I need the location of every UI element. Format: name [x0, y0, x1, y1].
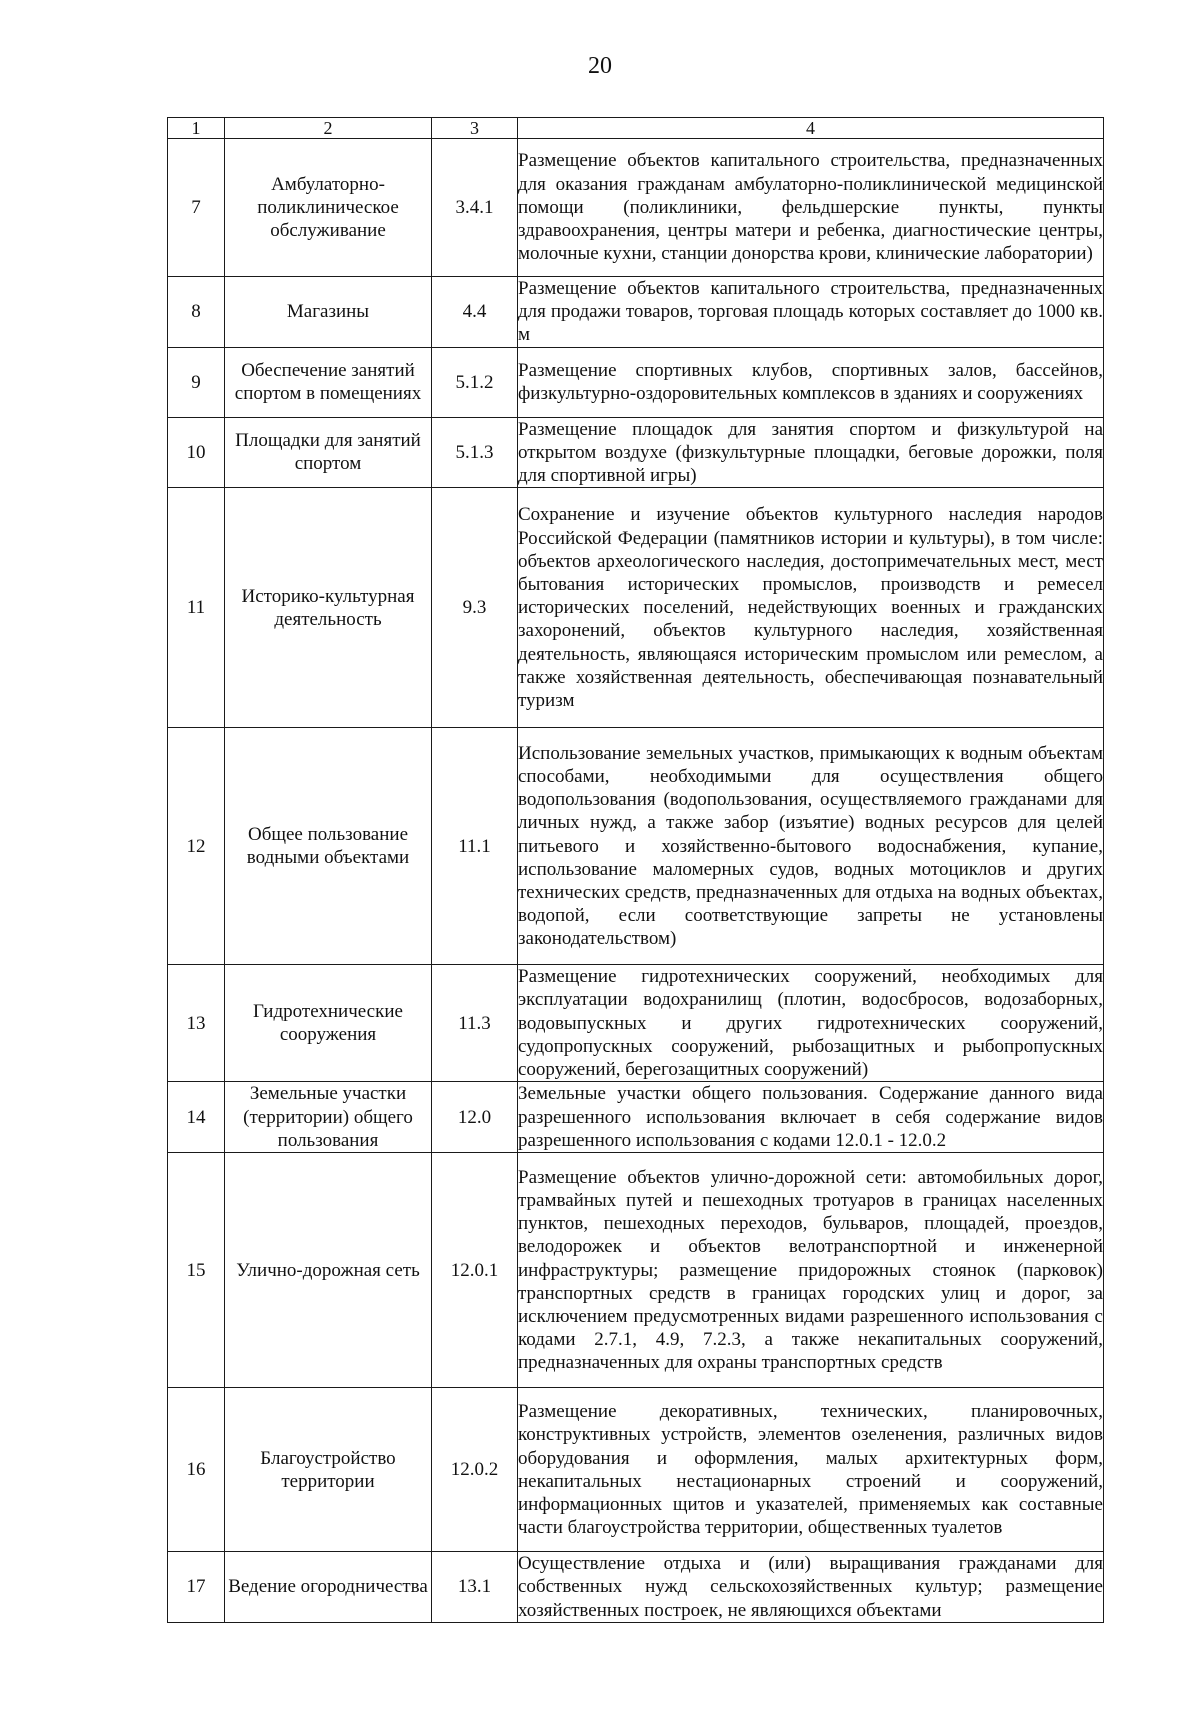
table-row [168, 965, 1104, 1082]
column-header: 4 [518, 118, 1104, 139]
use-type-name: Ведение огородничества [225, 1552, 432, 1623]
use-type-code: 13.1 [432, 1552, 518, 1623]
use-type-code: 11.1 [432, 728, 518, 965]
use-type-name: Площадки для занятий спортом [225, 417, 432, 488]
use-type-name: Благоустройство территории [225, 1388, 432, 1552]
table-row [168, 728, 1104, 965]
use-type-description: Размещение объектов капитального строительства, предназначенных для продажи товаров, торговая площадь которых составляет до 1000 кв. м [518, 278, 1103, 346]
use-type-code: 4.4 [432, 277, 518, 348]
use-type-code: 9.3 [432, 488, 518, 728]
use-type-code: 12.0.2 [432, 1388, 518, 1552]
column-header: 3 [432, 118, 518, 139]
row-number: 8 [168, 277, 225, 348]
use-type-code: 3.4.1 [432, 139, 518, 277]
table-row [168, 1388, 1104, 1552]
use-type-description: Размещение гидротехнических сооружений, необходимых для эксплуатации водохранилищ (плотин, водосбросов, водозаборных, водовыпускных и других гидротехнических сооружений, судопропускных сооружений, рыбозащитных и рыбопропускных сооружений, берегозащитных сооружений) [518, 966, 1103, 1081]
use-type-description: Размещение объектов улично-дорожной сети: автомобильных дорог, трамвайных путей и пешеходных тротуаров в границах населенных пунктов, пешеходных переходов, бульваров, площадей, проездов, велодорожек и объектов велотранспортной и инженерной инфраструктуры; размещение придорожных стоянок (парковок) транспортных средств в границах городских улиц и дорог, за исключением предусмотренных видами разрешенного использования с кодами 2.7.1, 4.9, 7.2.3, а также некапитальных сооружений, предназначенных для охраны транспортных средств [518, 1166, 1103, 1374]
table-row [168, 277, 1104, 348]
use-type-description: Размещение декоративных, технических, планировочных, конструктивных устройств, элементов озеленения, различных видов оборудования и оформления, малых архитектурных форм, некапитальных нестационарных строений и сооружений, информационных щитов и указателей, применяемых как составные части благоустройства территории, общественных туалетов [518, 1401, 1103, 1539]
use-type-code: 5.1.2 [432, 347, 518, 417]
page-number: 20 [588, 53, 612, 79]
use-type-code: 12.0.1 [432, 1153, 518, 1388]
table-row [168, 417, 1104, 488]
row-number: 11 [168, 488, 225, 728]
table-row [168, 488, 1104, 728]
use-type-description: Земельные участки общего пользования. Содержание данного вида разрешенного использования включает в себя содержание видов разрешенного использования с кодами 12.0.1 - 12.0.2 [518, 1083, 1103, 1151]
table-row [168, 347, 1104, 417]
table-row [168, 1552, 1104, 1623]
land-use-table [167, 117, 1104, 1623]
use-type-code: 5.1.3 [432, 417, 518, 488]
use-type-description: Размещение спортивных клубов, спортивных залов, бассейнов, физкультурно-оздоровительных комплексов в зданиях и сооружениях [518, 359, 1103, 405]
use-type-name: Гидротехнические сооружения [225, 965, 432, 1082]
use-type-description: Использование земельных участков, примыкающих к водным объектам способами, необходимыми для осуществления общего водопользования (водопользования, осуществляемого гражданами для личных нужд, а также забор (изъятие) водных ресурсов для целей питьевого и хозяйственно-бытового водоснабжения, купание, использование маломерных судов, водных мотоциклов и других технических средств, предназначенных для отдыха на водных объектах, водопой, если соответствующие запреты не установлены законодательством) [518, 742, 1103, 950]
use-type-name: Земельные участки (территории) общего пользования [225, 1082, 432, 1153]
use-type-name: Общее пользование водными объектами [225, 728, 432, 965]
table-row [168, 1153, 1104, 1388]
row-number: 13 [168, 965, 225, 1082]
use-type-name: Магазины [225, 277, 432, 348]
use-type-code: 11.3 [432, 965, 518, 1082]
row-number: 12 [168, 728, 225, 965]
use-type-code: 12.0 [432, 1082, 518, 1153]
row-number: 9 [168, 347, 225, 417]
use-type-name: Историко-культурная деятельность [225, 488, 432, 728]
row-number: 15 [168, 1153, 225, 1388]
table-row [168, 139, 1104, 277]
use-type-description: Сохранение и изучение объектов культурного наследия народов Российской Федерации (памятников истории и культуры), в том числе: объектов археологического наследия, достопримечательных мест, мест бытования исторических промыслов, производств и ремесел исторических поселений, недействующих военных и гражданских захоронений, объектов культурного наследия, хозяйственная деятельность, являющаяся историческим промыслом или ремеслом, а также хозяйственная деятельность, обеспечивающая познавательный туризм [518, 504, 1103, 711]
row-number: 7 [168, 139, 225, 277]
use-type-description: Размещение площадок для занятия спортом и физкультурой на открытом воздухе (физкультурные площадки, беговые дорожки, поля для спортивной игры) [518, 418, 1103, 487]
table-header-row [168, 118, 1104, 139]
use-type-name: Обеспечение занятий спортом в помещениях [225, 347, 432, 417]
column-header: 1 [168, 118, 225, 139]
row-number: 16 [168, 1388, 225, 1552]
row-number: 10 [168, 417, 225, 488]
use-type-description: Размещение объектов капитального строительства, предназначенных для оказания гражданам амбулаторно-поликлинической медицинской помощи (поликлиники, фельдшерские пункты, пункты здравоохранения, центры матери и ребенка, диагностические центры, молочные кухни, станции донорства крови, клинические лаборатории) [518, 150, 1103, 265]
column-header: 2 [225, 118, 432, 139]
use-type-name: Улично-дорожная сеть [225, 1153, 432, 1388]
row-number: 14 [168, 1082, 225, 1153]
use-type-name: Амбулаторно-поликлиническое обслуживание [225, 139, 432, 277]
use-type-description: Осуществление отдыха и (или) выращивания гражданами для собственных нужд сельскохозяйственных культур; размещение хозяйственных построек, не являющихся объектами [518, 1553, 1103, 1621]
table-row [168, 1082, 1104, 1153]
row-number: 17 [168, 1552, 225, 1623]
